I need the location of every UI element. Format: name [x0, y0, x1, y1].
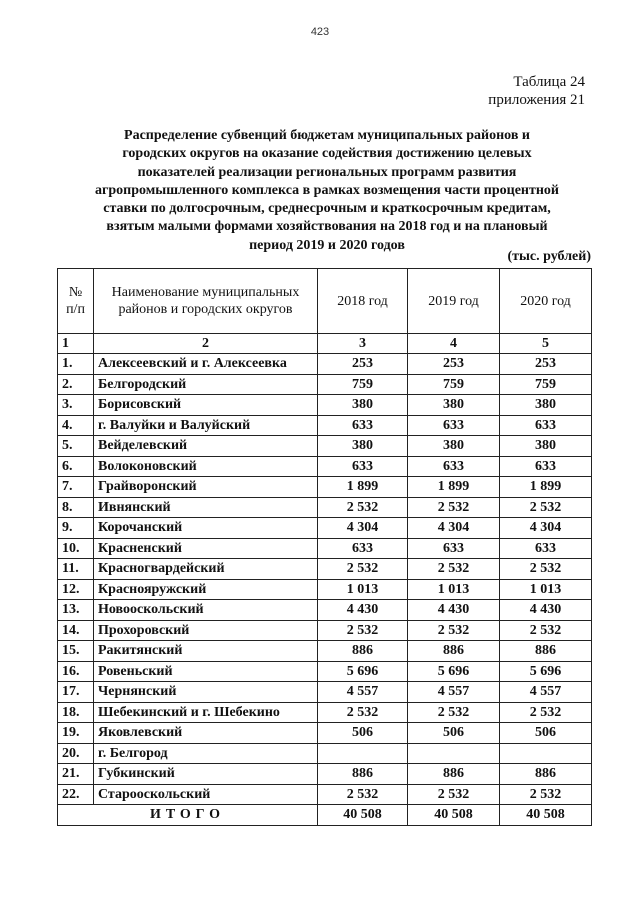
value-2019: 633	[408, 538, 500, 559]
district-name: Чернянский	[94, 682, 318, 703]
total-2019: 40 508	[408, 805, 500, 826]
district-name: г. Белгород	[94, 743, 318, 764]
header-2019: 2019 год	[408, 269, 500, 334]
row-number: 11.	[58, 559, 94, 580]
table-row	[58, 436, 592, 457]
district-name: Ровеньский	[94, 661, 318, 682]
table-row	[58, 702, 592, 723]
district-name: Краснояружский	[94, 579, 318, 600]
value-2019: 759	[408, 374, 500, 395]
column-number: 5	[500, 334, 592, 354]
value-2020: 2 532	[500, 784, 592, 805]
row-number: 2.	[58, 374, 94, 395]
value-2019: 2 532	[408, 784, 500, 805]
header-name: Наименование муниципальных районов и городских округов	[94, 269, 318, 334]
value-2020: 2 532	[500, 620, 592, 641]
title-line: Распределение субвенций бюджетам муниципальных районов и	[124, 128, 530, 143]
table-row	[58, 682, 592, 703]
table-header	[58, 269, 592, 354]
value-2020: 506	[500, 723, 592, 744]
district-name: Старооскольский	[94, 784, 318, 805]
value-2019: 2 532	[408, 559, 500, 580]
value-2018: 1 013	[318, 579, 408, 600]
title-line: ставки по долгосрочным, среднесрочным и краткосрочным кредитам,	[103, 201, 551, 217]
row-number: 5.	[58, 436, 94, 457]
value-2019: 380	[408, 395, 500, 416]
column-number: 3	[318, 334, 408, 354]
district-name: Яковлевский	[94, 723, 318, 744]
value-2018: 4 557	[318, 682, 408, 703]
value-2019: 253	[408, 354, 500, 375]
total-2018: 40 508	[318, 805, 408, 826]
row-number: 20.	[58, 743, 94, 764]
value-2019: 2 532	[408, 497, 500, 518]
value-2018: 4 430	[318, 600, 408, 621]
table-row	[58, 723, 592, 744]
row-number: 1.	[58, 354, 94, 375]
value-2019: 2 532	[408, 702, 500, 723]
column-number: 4	[408, 334, 500, 354]
district-name: Губкинский	[94, 764, 318, 785]
header-row	[58, 269, 592, 334]
row-number: 8.	[58, 497, 94, 518]
value-2018: 2 532	[318, 702, 408, 723]
row-number: 16.	[58, 661, 94, 682]
row-number: 14.	[58, 620, 94, 641]
value-2019: 506	[408, 723, 500, 744]
value-2019	[408, 743, 500, 764]
column-number-row	[58, 334, 592, 354]
subsidy-table	[57, 268, 592, 826]
header-num: № п/п	[58, 269, 94, 334]
row-number: 3.	[58, 395, 94, 416]
units-label: (тыс. рублей)	[507, 249, 591, 264]
row-number: 12.	[58, 579, 94, 600]
value-2018: 759	[318, 374, 408, 395]
row-number: 15.	[58, 641, 94, 662]
value-2019: 886	[408, 641, 500, 662]
district-name: Прохоровский	[94, 620, 318, 641]
value-2018: 633	[318, 538, 408, 559]
value-2018: 633	[318, 415, 408, 436]
table-row	[58, 641, 592, 662]
value-2020: 886	[500, 641, 592, 662]
row-number: 10.	[58, 538, 94, 559]
title-line: период 2019 и 2020 годов	[249, 237, 405, 253]
value-2018: 2 532	[318, 497, 408, 518]
value-2020: 633	[500, 415, 592, 436]
row-number: 4.	[58, 415, 94, 436]
value-2020: 2 532	[500, 702, 592, 723]
column-number: 1	[58, 334, 94, 354]
district-name: Красногвардейский	[94, 559, 318, 580]
table-row	[58, 743, 592, 764]
row-number: 22.	[58, 784, 94, 805]
table-reference	[488, 73, 585, 109]
header-2018: 2018 год	[318, 269, 408, 334]
value-2019: 1 899	[408, 477, 500, 498]
row-number: 13.	[58, 600, 94, 621]
row-number: 17.	[58, 682, 94, 703]
row-number: 7.	[58, 477, 94, 498]
value-2018: 506	[318, 723, 408, 744]
value-2020: 4 430	[500, 600, 592, 621]
district-name: Борисовский	[94, 395, 318, 416]
table-row	[58, 538, 592, 559]
value-2018: 2 532	[318, 620, 408, 641]
table-row	[58, 415, 592, 436]
value-2020: 633	[500, 456, 592, 477]
value-2020	[500, 743, 592, 764]
value-2018: 4 304	[318, 518, 408, 539]
value-2019: 4 304	[408, 518, 500, 539]
table-row	[58, 456, 592, 477]
document-title	[62, 127, 592, 255]
value-2019: 2 532	[408, 620, 500, 641]
value-2019: 4 557	[408, 682, 500, 703]
table-row	[58, 559, 592, 580]
district-name: Алексеевский и г. Алексеевка	[94, 354, 318, 375]
title-line: агропромышленного комплекса в рамках возмещения части процентной	[95, 182, 559, 198]
value-2019: 886	[408, 764, 500, 785]
district-name: Вейделевский	[94, 436, 318, 457]
value-2018: 380	[318, 395, 408, 416]
row-number: 18.	[58, 702, 94, 723]
row-number: 9.	[58, 518, 94, 539]
district-name: Белгородский	[94, 374, 318, 395]
value-2020: 4 304	[500, 518, 592, 539]
district-name: Ивнянский	[94, 497, 318, 518]
value-2020: 4 557	[500, 682, 592, 703]
value-2019: 4 430	[408, 600, 500, 621]
value-2018: 2 532	[318, 559, 408, 580]
value-2020: 759	[500, 374, 592, 395]
table-row	[58, 477, 592, 498]
district-name: Новооскольский	[94, 600, 318, 621]
title-line: взятым малыми формами хозяйствования на 2018 год и на плановый	[106, 219, 548, 235]
title-line: показателей реализации региональных программ развития	[137, 164, 517, 180]
table-row	[58, 395, 592, 416]
table-row	[58, 518, 592, 539]
value-2018: 5 696	[318, 661, 408, 682]
table-row	[58, 764, 592, 785]
value-2019: 1 013	[408, 579, 500, 600]
row-number: 6.	[58, 456, 94, 477]
value-2018: 886	[318, 764, 408, 785]
value-2020: 5 696	[500, 661, 592, 682]
value-2019: 633	[408, 415, 500, 436]
value-2019: 5 696	[408, 661, 500, 682]
row-number: 21.	[58, 764, 94, 785]
district-name: Красненский	[94, 538, 318, 559]
table-row	[58, 620, 592, 641]
value-2018: 886	[318, 641, 408, 662]
district-name: Ракитянский	[94, 641, 318, 662]
table-body	[58, 354, 592, 805]
value-2020: 380	[500, 436, 592, 457]
table-row	[58, 661, 592, 682]
table-row	[58, 579, 592, 600]
column-number: 2	[94, 334, 318, 354]
table-row	[58, 600, 592, 621]
value-2020: 886	[500, 764, 592, 785]
value-2020: 2 532	[500, 559, 592, 580]
table-ref-line: приложения 21	[488, 92, 585, 108]
value-2020: 2 532	[500, 497, 592, 518]
district-name: Грайворонский	[94, 477, 318, 498]
table-row	[58, 497, 592, 518]
page-number: 423	[310, 26, 330, 38]
header-2020: 2020 год	[500, 269, 592, 334]
value-2020: 253	[500, 354, 592, 375]
value-2020: 633	[500, 538, 592, 559]
district-name: Корочанский	[94, 518, 318, 539]
total-row	[58, 805, 592, 826]
table-ref-line: Таблица 24	[513, 74, 585, 90]
value-2020: 1 013	[500, 579, 592, 600]
value-2018: 2 532	[318, 784, 408, 805]
value-2018: 380	[318, 436, 408, 457]
row-number: 19.	[58, 723, 94, 744]
table-row	[58, 354, 592, 375]
total-label: ИТОГО	[58, 805, 318, 826]
table-row	[58, 784, 592, 805]
value-2018	[318, 743, 408, 764]
value-2020: 1 899	[500, 477, 592, 498]
district-name: Волоконовский	[94, 456, 318, 477]
title-line: городских округов на оказание содействия достижению целевых	[122, 146, 532, 162]
district-name: Шебекинский и г. Шебекино	[94, 702, 318, 723]
table-row	[58, 374, 592, 395]
value-2018: 253	[318, 354, 408, 375]
value-2020: 380	[500, 395, 592, 416]
value-2019: 633	[408, 456, 500, 477]
value-2019: 380	[408, 436, 500, 457]
value-2018: 1 899	[318, 477, 408, 498]
value-2018: 633	[318, 456, 408, 477]
district-name: г. Валуйки и Валуйский	[94, 415, 318, 436]
total-2020: 40 508	[500, 805, 592, 826]
